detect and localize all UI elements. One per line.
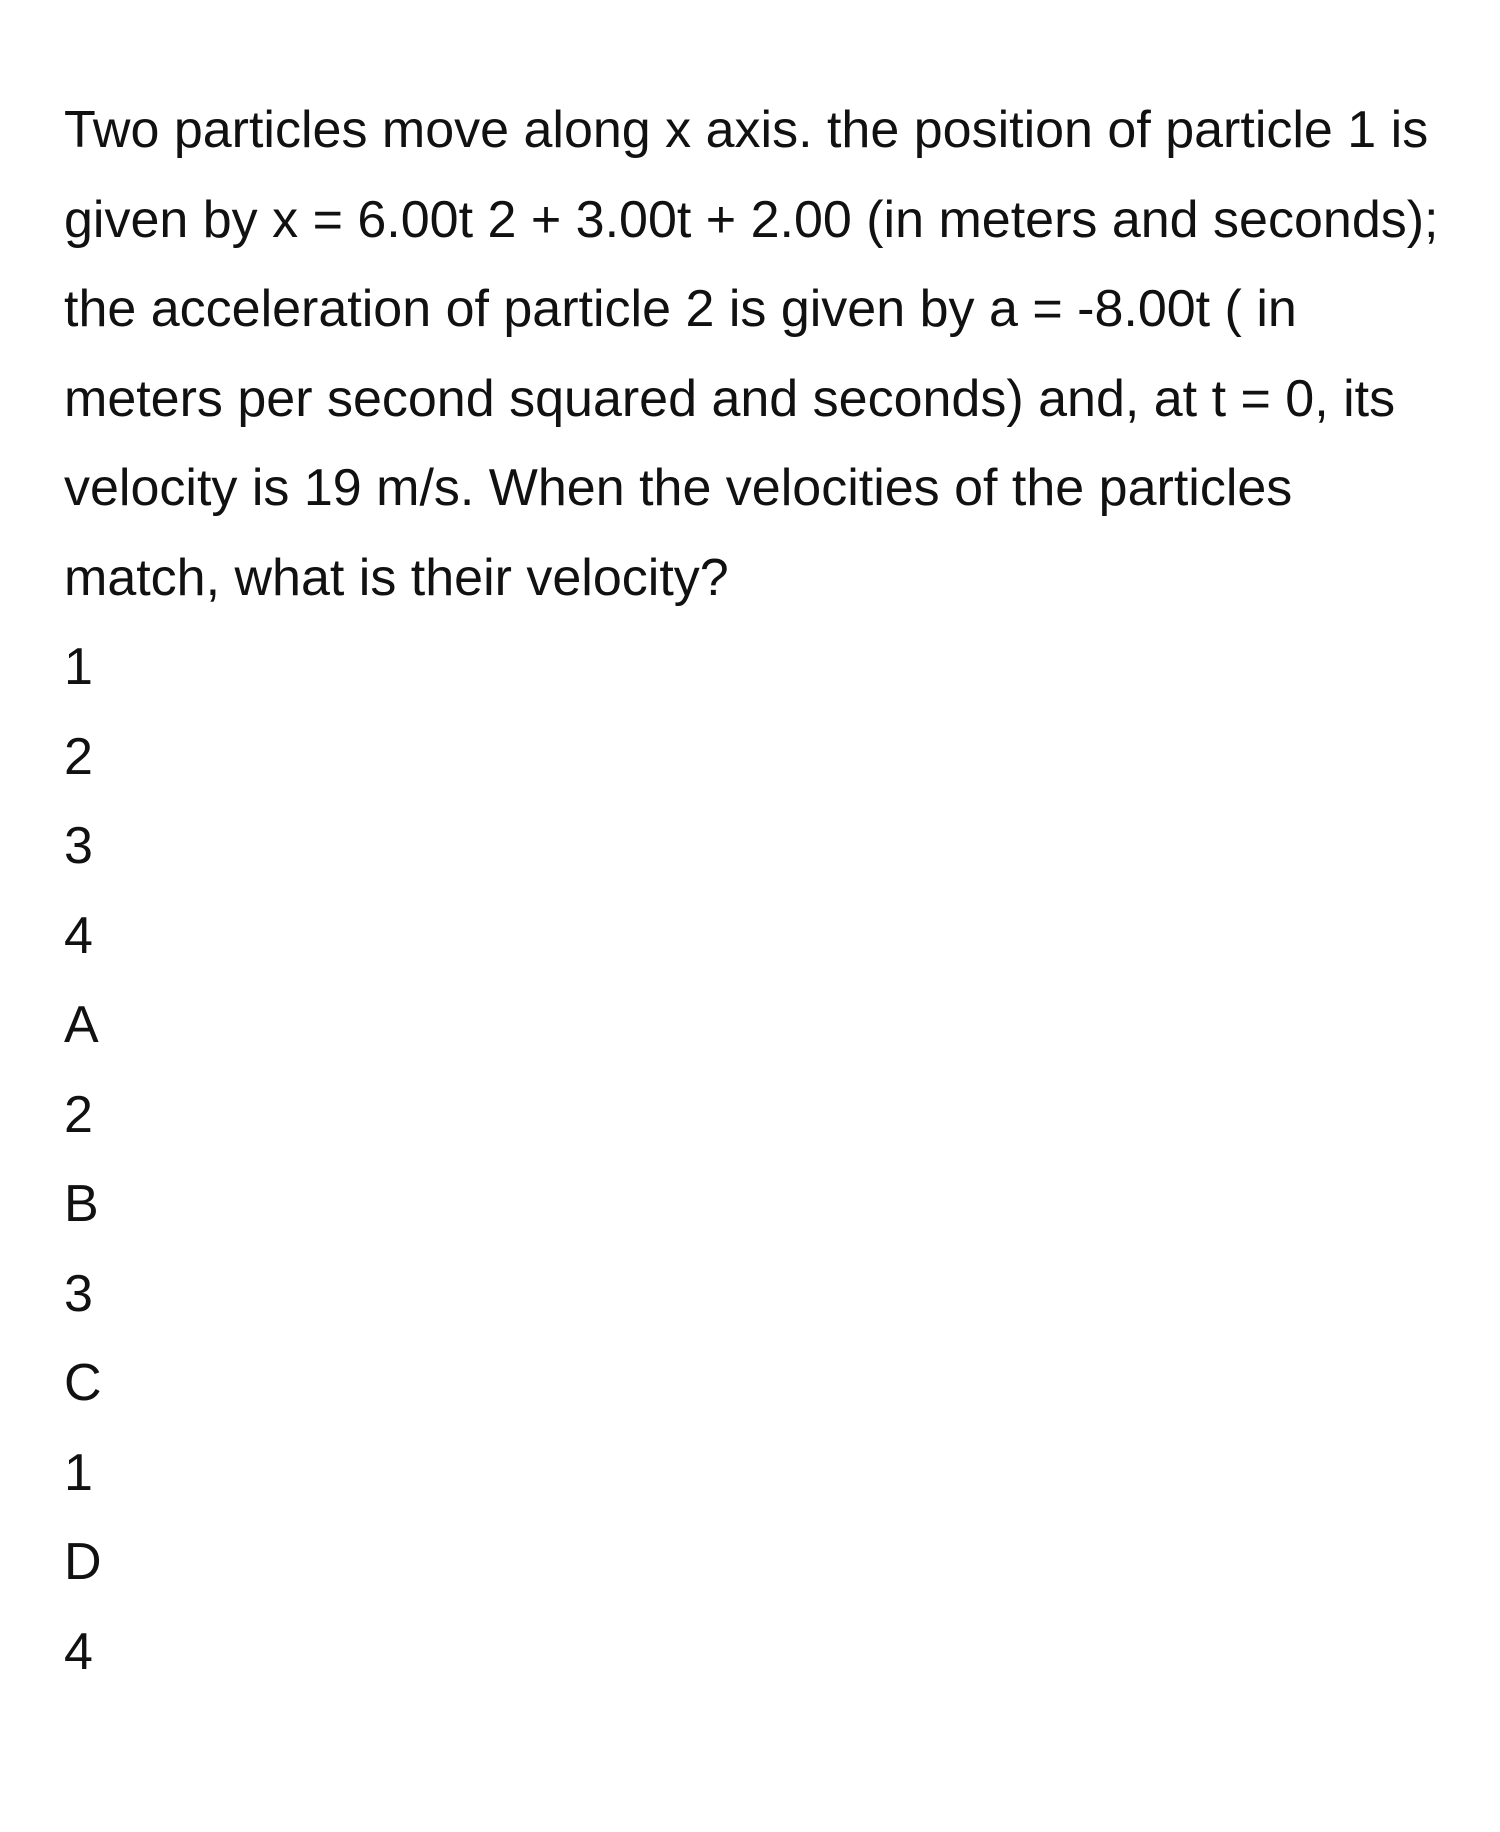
answer-lines [64, 623, 1454, 1697]
option-label-b: B [64, 1175, 99, 1233]
option-value-c: 1 [64, 1443, 93, 1502]
option-value-b: 3 [64, 1264, 93, 1323]
line-item: 4 [64, 906, 93, 965]
option-label-c: C [64, 1354, 102, 1412]
option-value-a: 2 [64, 1085, 93, 1144]
option-value-d: 4 [64, 1622, 93, 1681]
line-item: 1 [64, 638, 93, 696]
option-label-a: A [64, 996, 99, 1054]
line-item: 2 [64, 727, 93, 786]
question-text: Two particles move along x axis. the position of particle 1 is given by x = 6.00t 2 + 3.00t + 2.00 (in meters and seconds); the acceleration of particle 2 is given by a = -8.00t ( in meters per second squared and seconds) and, at t = 0, its velocity is 19 m/s. When the velocities of the particles match, what is their velocity? [64, 101, 1439, 607]
line-item: 3 [64, 817, 93, 875]
option-label-d: D [64, 1533, 102, 1591]
document-page [64, 86, 1454, 1697]
